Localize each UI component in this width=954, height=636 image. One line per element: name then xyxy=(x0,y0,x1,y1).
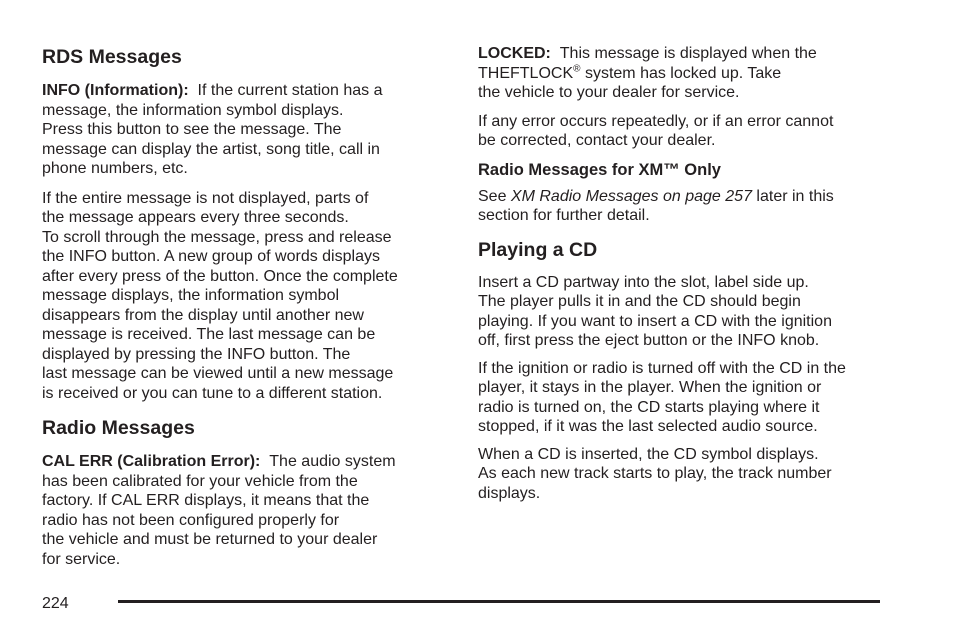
cd-ignition-line: radio is turned on, the CD starts playing where it xyxy=(478,398,820,416)
entire-line: message displays, the information symbol xyxy=(42,287,340,304)
cd-symbol-line: When a CD is inserted, the CD symbol displays. xyxy=(478,445,819,463)
xm-after-text: later in this xyxy=(751,187,834,205)
left-column xyxy=(42,44,444,569)
entire-line: displayed by pressing the INFO button. The xyxy=(42,345,351,363)
xm-page-reference: XM Radio Messages on page 257 xyxy=(510,187,752,205)
cd-insert-line: Insert a CD partway into the slot, label side up. xyxy=(478,273,809,291)
page-number: 224 xyxy=(42,595,69,612)
cd-symbol-paragraph xyxy=(478,445,882,504)
entire-line: If the entire message is not displayed, parts of xyxy=(42,189,369,207)
entire-line: the message appears every three seconds. xyxy=(42,209,349,226)
entire-message-paragraph xyxy=(42,189,444,404)
info-line: phone numbers, etc. xyxy=(42,160,188,177)
info-line: message can display the artist, song title, call in xyxy=(42,140,380,158)
locked-paragraph xyxy=(478,44,882,103)
cd-symbol-line: displays. xyxy=(478,484,541,502)
locked-term: LOCKED: xyxy=(478,45,551,62)
cal-err-term: CAL ERR (Calibration Error): xyxy=(42,453,261,470)
playing-cd-heading: Playing a CD xyxy=(478,238,598,261)
cd-insert-line: off, first press the eject button or the INFO knob. xyxy=(478,332,820,349)
cal-err-line: has been calibrated for your vehicle from the xyxy=(42,472,358,490)
info-line: message, the information symbol displays. xyxy=(42,101,344,119)
cd-ignition-line: stopped, if it was the last selected audio source. xyxy=(478,418,818,435)
cal-err-line: The audio system xyxy=(269,453,396,470)
info-paragraph xyxy=(42,81,444,179)
cd-ignition-line: player, it stays in the player. When the ignition or xyxy=(478,379,822,396)
cd-ignition-line: If the ignition or radio is turned off with the CD in the xyxy=(478,359,846,377)
cd-insert-line: The player pulls it in and the CD should begin xyxy=(478,293,801,310)
cal-err-line: factory. If CAL ERR displays, it means that the xyxy=(42,492,370,509)
cd-insert-paragraph xyxy=(478,273,882,351)
locked-line: the vehicle to your dealer for service. xyxy=(478,84,740,101)
theftlock-text: THEFTLOCK xyxy=(478,64,574,82)
cd-symbol-line: As each new track starts to play, the track number xyxy=(478,465,832,482)
locked-line: This message is displayed when the xyxy=(559,45,817,62)
cd-insert-line: playing. If you want to insert a CD with the ignition xyxy=(478,312,832,330)
entire-line: last message can be viewed until a new message xyxy=(42,365,394,382)
error-line: If any error occurs repeatedly, or if an error cannot xyxy=(478,112,834,130)
rds-messages-heading: RDS Messages xyxy=(42,46,182,68)
xm-see-text: See xyxy=(478,187,511,205)
right-column xyxy=(478,44,882,503)
xm-line: section for further detail. xyxy=(478,207,650,224)
entire-line: message is received. The last message can be xyxy=(42,326,376,343)
cd-ignition-paragraph xyxy=(478,359,882,437)
xm-paragraph xyxy=(478,187,882,226)
entire-line: the INFO button. A new group of words displays xyxy=(42,248,380,265)
info-line: Press this button to see the message. The xyxy=(42,121,342,138)
xm-messages-heading: Radio Messages for XM™ Only xyxy=(478,160,721,179)
error-line: be corrected, contact your dealer. xyxy=(478,132,716,149)
entire-line: is received or you can tune to a different station. xyxy=(42,384,383,402)
radio-messages-heading: Radio Messages xyxy=(42,417,195,439)
entire-line: disappears from the display until another new xyxy=(42,306,364,324)
entire-line: To scroll through the message, press and release xyxy=(42,228,392,246)
cal-err-line: radio has not been configured properly for xyxy=(42,511,340,529)
cal-err-line: the vehicle and must be returned to your dealer xyxy=(42,531,378,548)
entire-line: after every press of the button. Once the complete xyxy=(42,267,398,285)
cal-err-paragraph xyxy=(42,452,444,569)
error-paragraph xyxy=(478,112,882,151)
cal-err-line: for service. xyxy=(42,550,121,568)
footer-rule xyxy=(118,600,880,603)
locked-line: system has locked up. Take xyxy=(580,64,782,82)
info-term: INFO (Information): xyxy=(42,82,189,99)
info-line: If the current station has a xyxy=(197,82,383,99)
registered-mark: ® xyxy=(573,63,581,75)
